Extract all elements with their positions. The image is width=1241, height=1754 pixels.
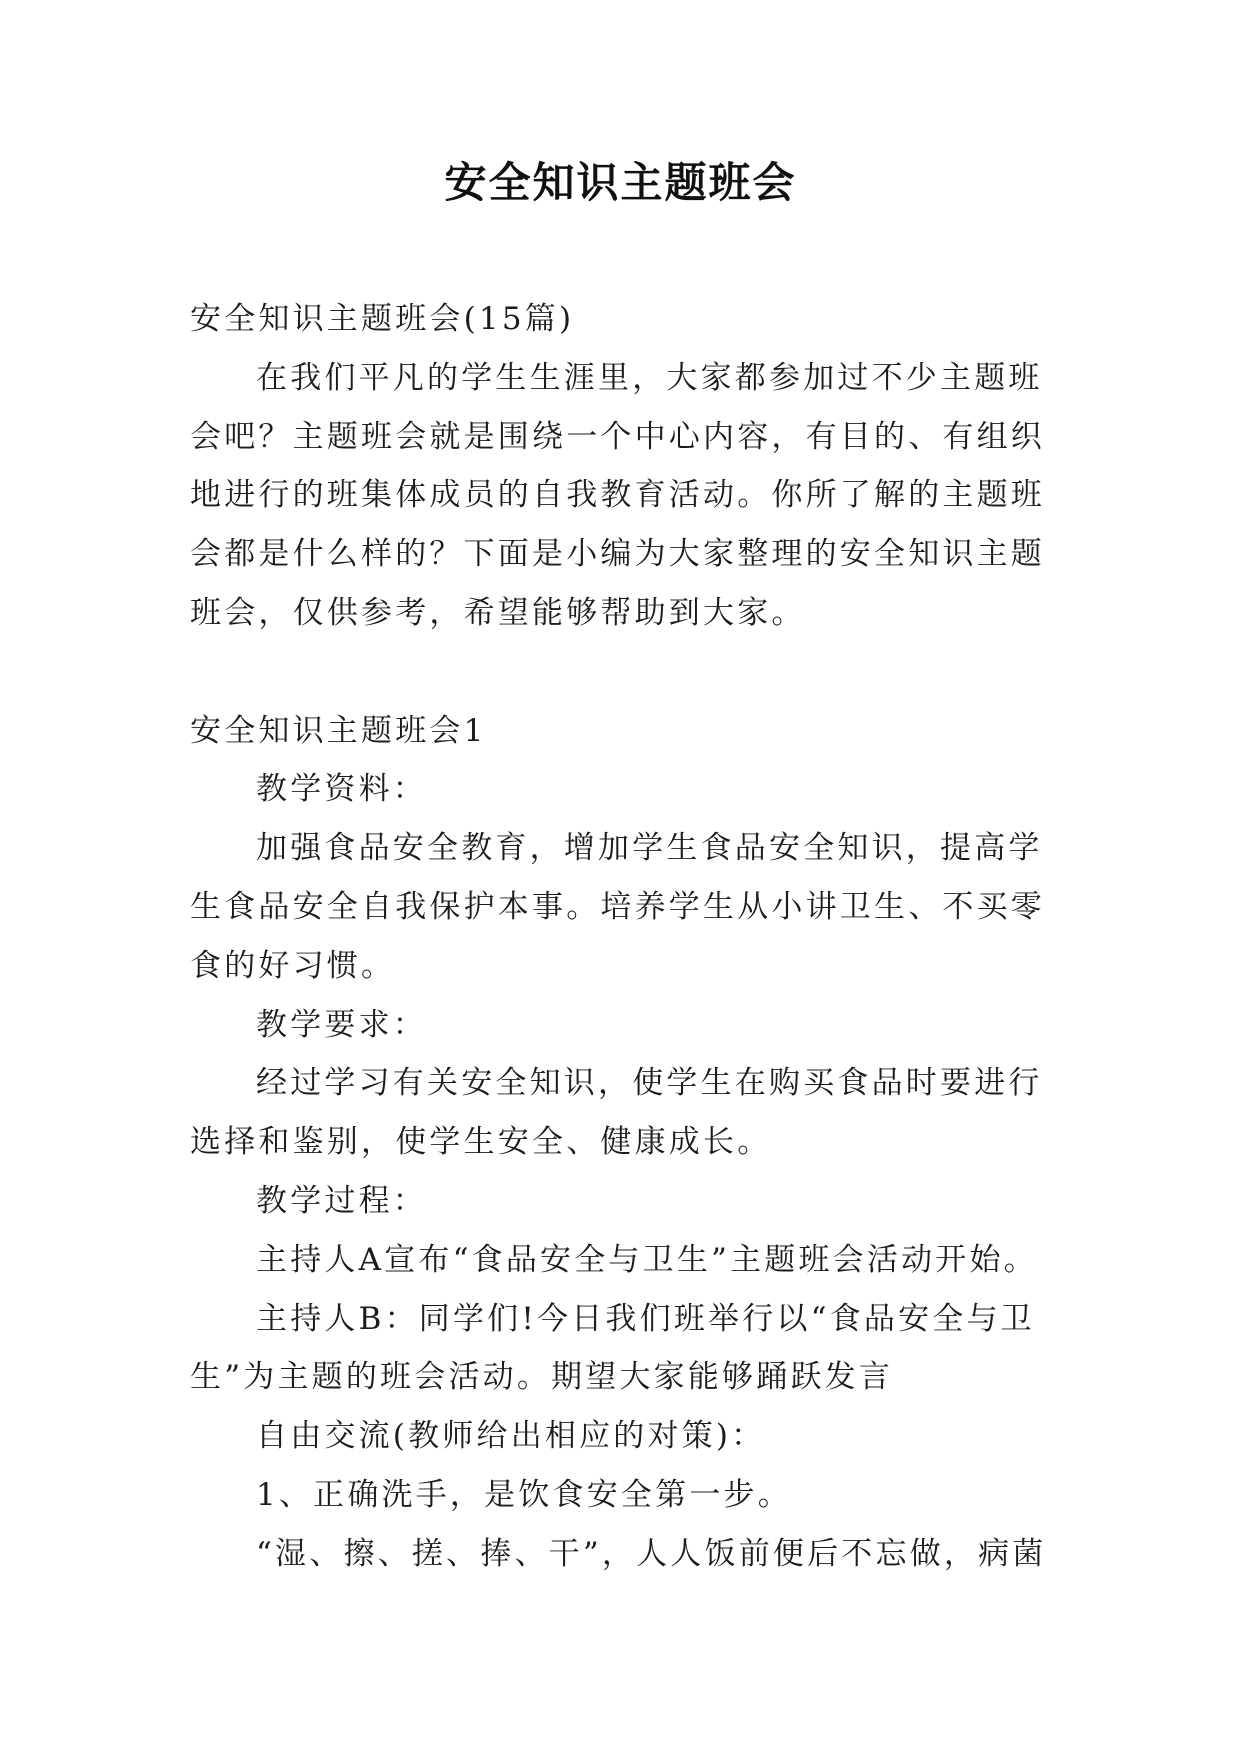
free-exchange-paragraph: 自由交流(教师给出相应的对策)： [256,1418,766,1455]
materials-paragraph: 加强食品安全教育，增加学生食品安全知识，提高学生食品安全自我保护本事。培养学生从小讲卫生、不买零食的好习惯。 [190,830,1045,984]
point-one-paragraph: 1、正确洗手，是饮食安全第一步。 [256,1476,792,1513]
materials-label: 教学资料： [256,771,427,808]
document-subtitle: 安全知识主题班会(15篇) [190,301,575,337]
page-title: 安全知识主题班会 [444,158,797,207]
paragraph-spacer [190,643,1060,702]
point-one-detail: “湿、擦、搓、捧、干”，人人饭前便后不忘做，病菌 [256,1535,1047,1572]
requirements-paragraph: 经过学习有关安全知识，使学生在购买食品时要进行选择和鉴别，使学生安全、健康成长。 [190,1065,1043,1161]
requirements-label: 教学要求： [256,1006,427,1043]
host-b-paragraph: 主持人B：同学们!今日我们班举行以“食品安全与卫生”为主题的班会活动。期望大家能够踊跃发言 [190,1300,1035,1396]
intro-paragraph: 在我们平凡的学生生涯里，大家都参加过不少主题班会吧？主题班会就是围绕一个中心内容，有目的、有组织地进行的班集体成员的自我教育活动。你所了解的主题班会都是什么样的？下面是小编为大家整理的安全知识主题班会，仅供参考，希望能够帮助到大家。 [190,359,1045,631]
host-a-paragraph: 主持人A宣布“食品安全与卫生”主题班会活动开始。 [256,1241,1038,1278]
section-heading: 安全知识主题班会1 [190,712,487,749]
process-label: 教学过程： [256,1182,427,1219]
document-body [190,290,1060,1584]
